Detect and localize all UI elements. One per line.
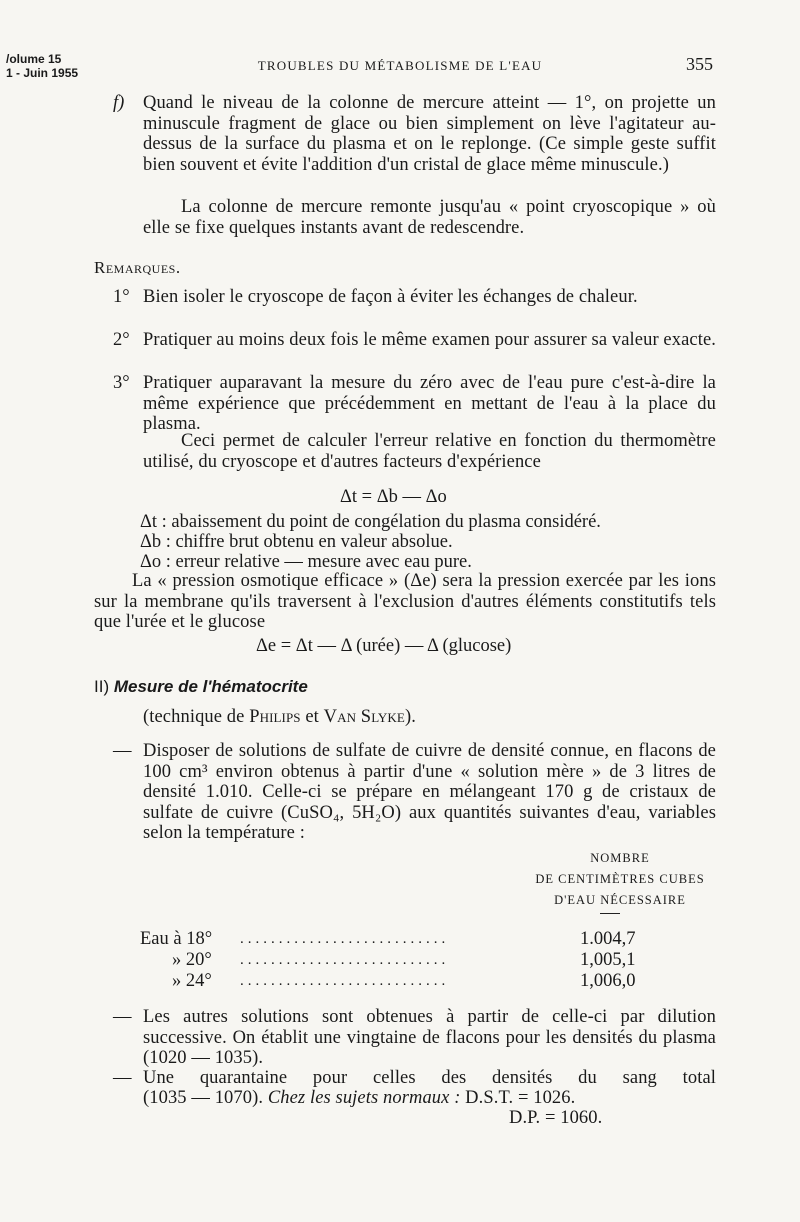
column-header-line-2: DE CENTIMÈTRES CUBES <box>535 872 705 886</box>
column-header-line-3: D'EAU NÉCESSAIRE <box>554 893 686 907</box>
row-label: » 24° <box>172 971 212 991</box>
definition-delta-o: Δo : erreur relative — mesure avec eau pure. <box>140 552 472 572</box>
dash-disposer: — <box>113 741 132 761</box>
dash-autres: — <box>113 1007 132 1027</box>
remarques-heading: Remarques. <box>94 258 181 277</box>
remark-3-num: 3° <box>113 373 130 393</box>
author-philips: Philips <box>249 707 301 727</box>
step-f-continuation: La colonne de mercure remonte jusqu'au « point cryoscopique » où elle se fixe quelques instants avant de redescendre. <box>143 197 716 238</box>
dp-value: D.P. = 1060. <box>509 1108 603 1128</box>
remark-3-text: Pratiquer auparavant la mesure du zéro avec de l'eau pure c'est-à-dire la même expérience que précédemment en mettant de l'eau à la place du plasma. <box>143 373 716 434</box>
volume-label: /olume 15 <box>6 52 62 66</box>
leader-dots: ........................... <box>240 973 450 989</box>
section-number: II) <box>94 677 110 696</box>
table-row <box>140 971 660 992</box>
remark-2-num: 2° <box>113 330 130 350</box>
row-label: » 20° <box>172 950 212 970</box>
page-number: 355 <box>686 54 713 74</box>
remark-2-text: Pratiquer au moins deux fois le même examen pour assurer sa valeur exacte. <box>143 330 716 350</box>
disposer-paragraph: Disposer de solutions de sulfate de cuivre de densité connue, en flacons de 100 cm³ environ obtenus à partir d'une « solution mère » de 3 litres de densité 1.010. Celle-ci se prépare en mélangeant 170 g de cristaux de sulfate de cuivre (CuSO₄, 5H₂O) aux quantités suivantes d'eau, variables selon la température : <box>143 741 716 843</box>
normal-subjects-label: Chez les sujets normaux : <box>267 1088 461 1108</box>
column-header <box>510 848 730 911</box>
technique-suffix: ). <box>404 707 416 727</box>
technique-et: et <box>300 707 324 727</box>
column-rule <box>600 913 620 914</box>
remark-1-num: 1° <box>113 287 130 307</box>
running-header-title: TROUBLES DU MÉTABOLISME DE L'EAU <box>257 58 543 73</box>
technique-line <box>143 707 716 728</box>
column-header-line-1: NOMBRE <box>590 851 650 865</box>
definition-delta-b: Δb : chiffre brut obtenu en valeur absolue. <box>140 532 453 552</box>
leader-dots: ........................... <box>240 931 450 947</box>
dst-value: D.S.T. = 1026. <box>460 1088 576 1108</box>
table-row <box>140 929 660 950</box>
row-value: 1.004,7 <box>580 929 636 949</box>
pression-paragraph: La « pression osmotique efficace » (Δe) sera la pression exercée par les ions sur la membrane qu'ils traversent à l'exclusion d'autres éléments constitutifs tels que l'urée et le glucose <box>94 571 716 632</box>
section-title: Mesure de l'hématocrite <box>113 677 308 696</box>
section-heading <box>94 677 308 697</box>
table-row <box>140 950 660 971</box>
issue-label: 1 - Juin 1955 <box>6 66 79 80</box>
definition-delta-t: Δt : abaissement du point de congélation du plasma considéré. <box>140 512 601 532</box>
dash-quarantaine: — <box>113 1068 132 1088</box>
row-value: 1,005,1 <box>580 950 636 970</box>
step-f-text: Quand le niveau de la colonne de mercure atteint — 1°, on projette un minuscule fragment de glace ou bien simplement on lève l'agitateur au-dessus de la surface du plasma et on le replonge. (Ce simple geste suffit bien souvent et évite l'addition d'un cristal de glace même minuscule.) <box>143 93 716 175</box>
remark-1-text: Bien isoler le cryoscope de façon à éviter les échanges de chaleur. <box>143 287 638 307</box>
quarantaine-line-2 <box>143 1088 716 1109</box>
formula-delta-t: Δt = Δb — Δo <box>340 487 447 507</box>
leader-dots: ........................... <box>240 952 450 968</box>
definitions-list <box>140 512 601 572</box>
author-van-slyke: Van Slyke <box>323 707 405 727</box>
quarantaine-range: (1035 — 1070). <box>143 1088 268 1108</box>
row-value: 1,006,0 <box>580 971 636 991</box>
autres-paragraph: Les autres solutions sont obtenues à partir de celle-ci par dilution successive. On établit une vingtaine de flacons pour les densités du plasma (1020 — 1035). <box>143 1007 716 1068</box>
row-label: Eau à 18° <box>140 929 213 949</box>
technique-prefix: (technique de <box>143 707 250 727</box>
formula-delta-e: Δe = Δt — Δ (urée) — Δ (glucose) <box>256 636 512 656</box>
quarantaine-line-1: Une quarantaine pour celles des densités du sang total <box>143 1068 716 1088</box>
ceci-paragraph: Ceci permet de calculer l'erreur relative en fonction du thermomètre utilisé, du cryoscope et d'autres facteurs d'expérience <box>143 431 716 472</box>
step-f-label: f) <box>113 93 125 113</box>
